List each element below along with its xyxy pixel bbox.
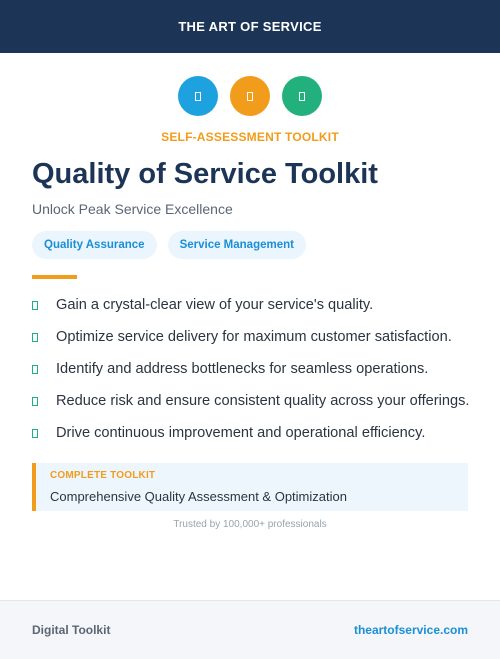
tag-quality-assurance: Quality Assurance <box>32 231 157 259</box>
footer-bar <box>0 600 500 659</box>
chart-icon <box>230 76 270 116</box>
toolkit-callout <box>32 463 468 511</box>
accent-divider <box>32 275 77 279</box>
kicker-label: SELF-ASSESSMENT TOOLKIT <box>161 130 339 144</box>
benefit-text: Gain a crystal-clear view of your service's quality. <box>56 297 374 314</box>
benefit-text: Reduce risk and ensure consistent quality across your offerings. <box>56 393 470 410</box>
check-icon <box>32 429 38 438</box>
benefit-text: Optimize service delivery for maximum customer satisfaction. <box>56 329 452 346</box>
page-subtitle: Unlock Peak Service Excellence <box>32 201 233 218</box>
list-item <box>32 417 500 449</box>
list-item <box>32 385 500 417</box>
website-link[interactable]: theartofservice.com <box>353 623 468 637</box>
benefit-text: Drive continuous improvement and operational efficiency. <box>56 425 426 442</box>
icon-row <box>0 76 500 116</box>
brand-name: THE ART OF SERVICE <box>178 19 322 34</box>
check-icon <box>32 397 38 406</box>
list-item <box>32 321 500 353</box>
header-bar <box>0 0 500 53</box>
check-icon <box>32 333 38 342</box>
callout-label: COMPLETE TOOLKIT <box>50 470 156 482</box>
check-icon <box>282 76 322 116</box>
list-item <box>32 289 500 321</box>
list-item <box>32 353 500 385</box>
benefit-text: Identify and address bottlenecks for seamless operations. <box>56 361 429 378</box>
check-icon <box>32 365 38 374</box>
tag-list <box>32 231 500 259</box>
callout-text: Comprehensive Quality Assessment & Optimization <box>50 489 347 505</box>
benefit-list <box>32 289 500 449</box>
tag-service-management: Service Management <box>168 231 306 259</box>
check-icon <box>32 301 38 310</box>
footer-label: Digital Toolkit <box>32 623 111 637</box>
page-title: Quality of Service Toolkit <box>32 158 378 190</box>
book-icon <box>178 76 218 116</box>
trust-note: Trusted by 100,000+ professionals <box>173 519 327 531</box>
